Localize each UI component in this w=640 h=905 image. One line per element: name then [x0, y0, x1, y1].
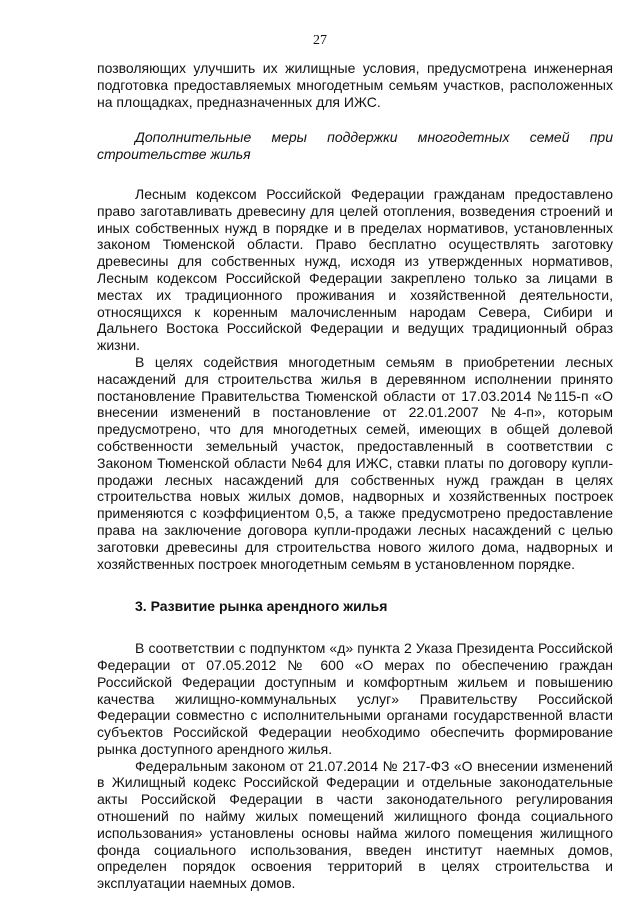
paragraph-forest-code: Лесным кодексом Российской Федерации гражданам предоставлено право заготавливать древесину для целей отопления, возведения строений и иных собственных нужд в порядке и в пределах нормативов, установленных законом Тюменской области. Право бесплатно осуществлять заготовку древесины для собственных нужд, исходя из утвержденных нормативов, Лесным кодексом Российской Федерации закреплено только за лицами в местах их традиционного проживания и хозяйственной деятельности, относящихся к коренным малочисленным народам Севера, Сибири и Дальнего Востока Российской Федерации и ведущих традиционный образ жизни.: [97, 185, 613, 354]
paragraph-presidential-decree: В соответствии с подпунктом «д» пункта 2 Указа Президента Российской Федерации от 07.05.2012 № 600 «О мерах по обеспечению граждан Российской Федерации доступным и комфортным жильем и повышению качества жилищно-коммунальных услуг» Правительству Российской Федерации совместно с исполнительными органами государственной власти субъектов Российской Федерации необходимо обеспечить формирование рынка доступного арендного жилья.: [97, 640, 613, 757]
document-body: [97, 60, 613, 892]
subheading-support-measures: Дополнительные меры поддержки многодетных семей при строительстве жилья: [97, 129, 613, 163]
page-number: 27: [313, 33, 327, 48]
paragraph-forest-resolution: В целях содействия многодетным семьям в приобретении лесных насаждений для строительства жилья в деревянном исполнении принято постановление Правительства Тюменской области от 17.03.2014 №115-п «О внесении изменений в постановление от 22.01.2007 №4-п», которым предусмотрено, что для многодетных семей, имеющих в общей долевой собственности земельный участок, предоставленный в соответствии с Законом Тюменской области №64 для ИЖС, ставки платы по договору купли-продажи лесных насаждений для собственных нужд граждан в целях строительства новых жилых домов, надворных и хозяйственных построек применяются с коэффициентом 0,5, а также предусмотрено предоставление права на заключение договора купли-продажи лесных насаждений с целью заготовки древесины для строительства нового жилого дома, надворных и хозяйственных построек многодетным семьям в установленном порядке.: [97, 353, 613, 572]
section-heading-rental-housing: 3. Развитие рынка арендного жилья: [135, 598, 388, 615]
paragraph-continuation: позволяющих улучшить их жилищные условия, предусмотрена инженерная подготовка предоставляемых многодетным семьям участков, расположенных на площадках, предназначенных для ИЖС.: [97, 60, 613, 110]
paragraph-federal-law: Федеральным законом от 21.07.2014 № 217-ФЗ «О внесении изменений в Жилищный кодекс Российской Федерации и отдельные законодательные акты Российской Федерации в части законодательного регулирования отношений по найму жилых помещений жилищного фонда социального использования» установлены основы найма жилого помещения жилищного фонда социального использования, введен институт наемных домов, определен порядок освоения территорий в целях строительства и эксплуатации наемных домов.: [97, 757, 613, 892]
